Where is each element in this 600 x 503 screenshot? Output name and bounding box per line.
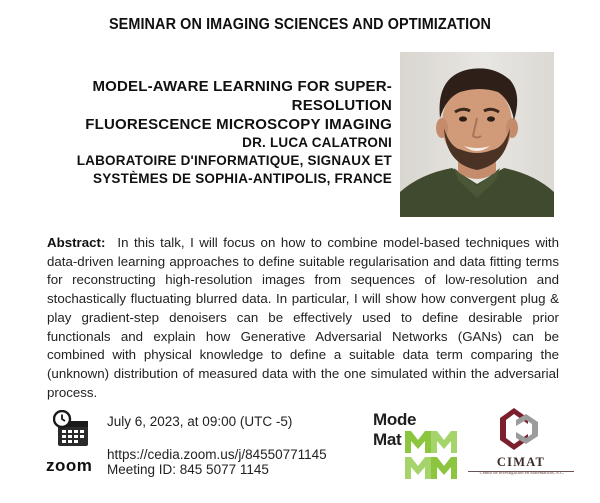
cimat-name: CIMAT [468,455,574,472]
zoom-link[interactable]: https://cedia.zoom.us/j/84550771145 [107,447,327,462]
cimat-subtitle: Centro de Investigación en Matemáticas, A.C. [479,470,565,475]
speaker-portrait-illustration [400,52,554,217]
modemat-logo-mark [405,431,457,481]
modemat-line-1: Mode [373,410,417,429]
seminar-heading: SEMINAR ON IMAGING SCIENCES AND OPTIMIZATION [108,16,492,33]
talk-title-line-2: FLUORESCENCE MICROSCOPY IMAGING [85,116,392,133]
meeting-id: Meeting ID: 845 5077 1145 [107,462,269,477]
speaker-affiliation-line-2: SYSTÈMES DE SOPHIA-ANTIPOLIS, FRANCE [93,171,392,186]
event-datetime: July 6, 2023, at 09:00 (UTC -5) [107,414,293,429]
speaker-portrait [400,52,554,217]
zoom-logo: zoom [46,456,93,475]
calendar-clock-icon [53,410,91,448]
speaker-name: DR. LUCA CALATRONI [242,135,392,150]
modemat-line-2: Mat [373,430,402,449]
cimat-logo-mark [496,404,542,454]
abstract-label: Abstract: [47,235,106,250]
abstract-paragraph [47,234,559,402]
abstract-text: In this talk, I will focus on how to combine model-based techniques with data-driven learning approaches to define suitable regularisation and data fitting terms for reconstructing high-resolution images from sequences of low-resolution and stochastically fluctuating blurred data. In particular, I will show how convergent plug & play gradient-step denoisers can be effectively used to define desirable prior functionals and explain how Generative Adversarial Networks (GANs) can be combined with physical knowledge to define a suitable data term comparing the (unknown) distribution of measured data with the one simulated within the adversarial process. [47,235,559,400]
speaker-affiliation-line-1: LABORATOIRE D'INFORMATIQUE, SIGNAUX ET [76,153,392,168]
talk-title-line-1: MODEL-AWARE LEARNING FOR SUPER-RESOLUTION [92,78,392,114]
talk-title [20,77,392,134]
speaker-block [20,134,392,188]
